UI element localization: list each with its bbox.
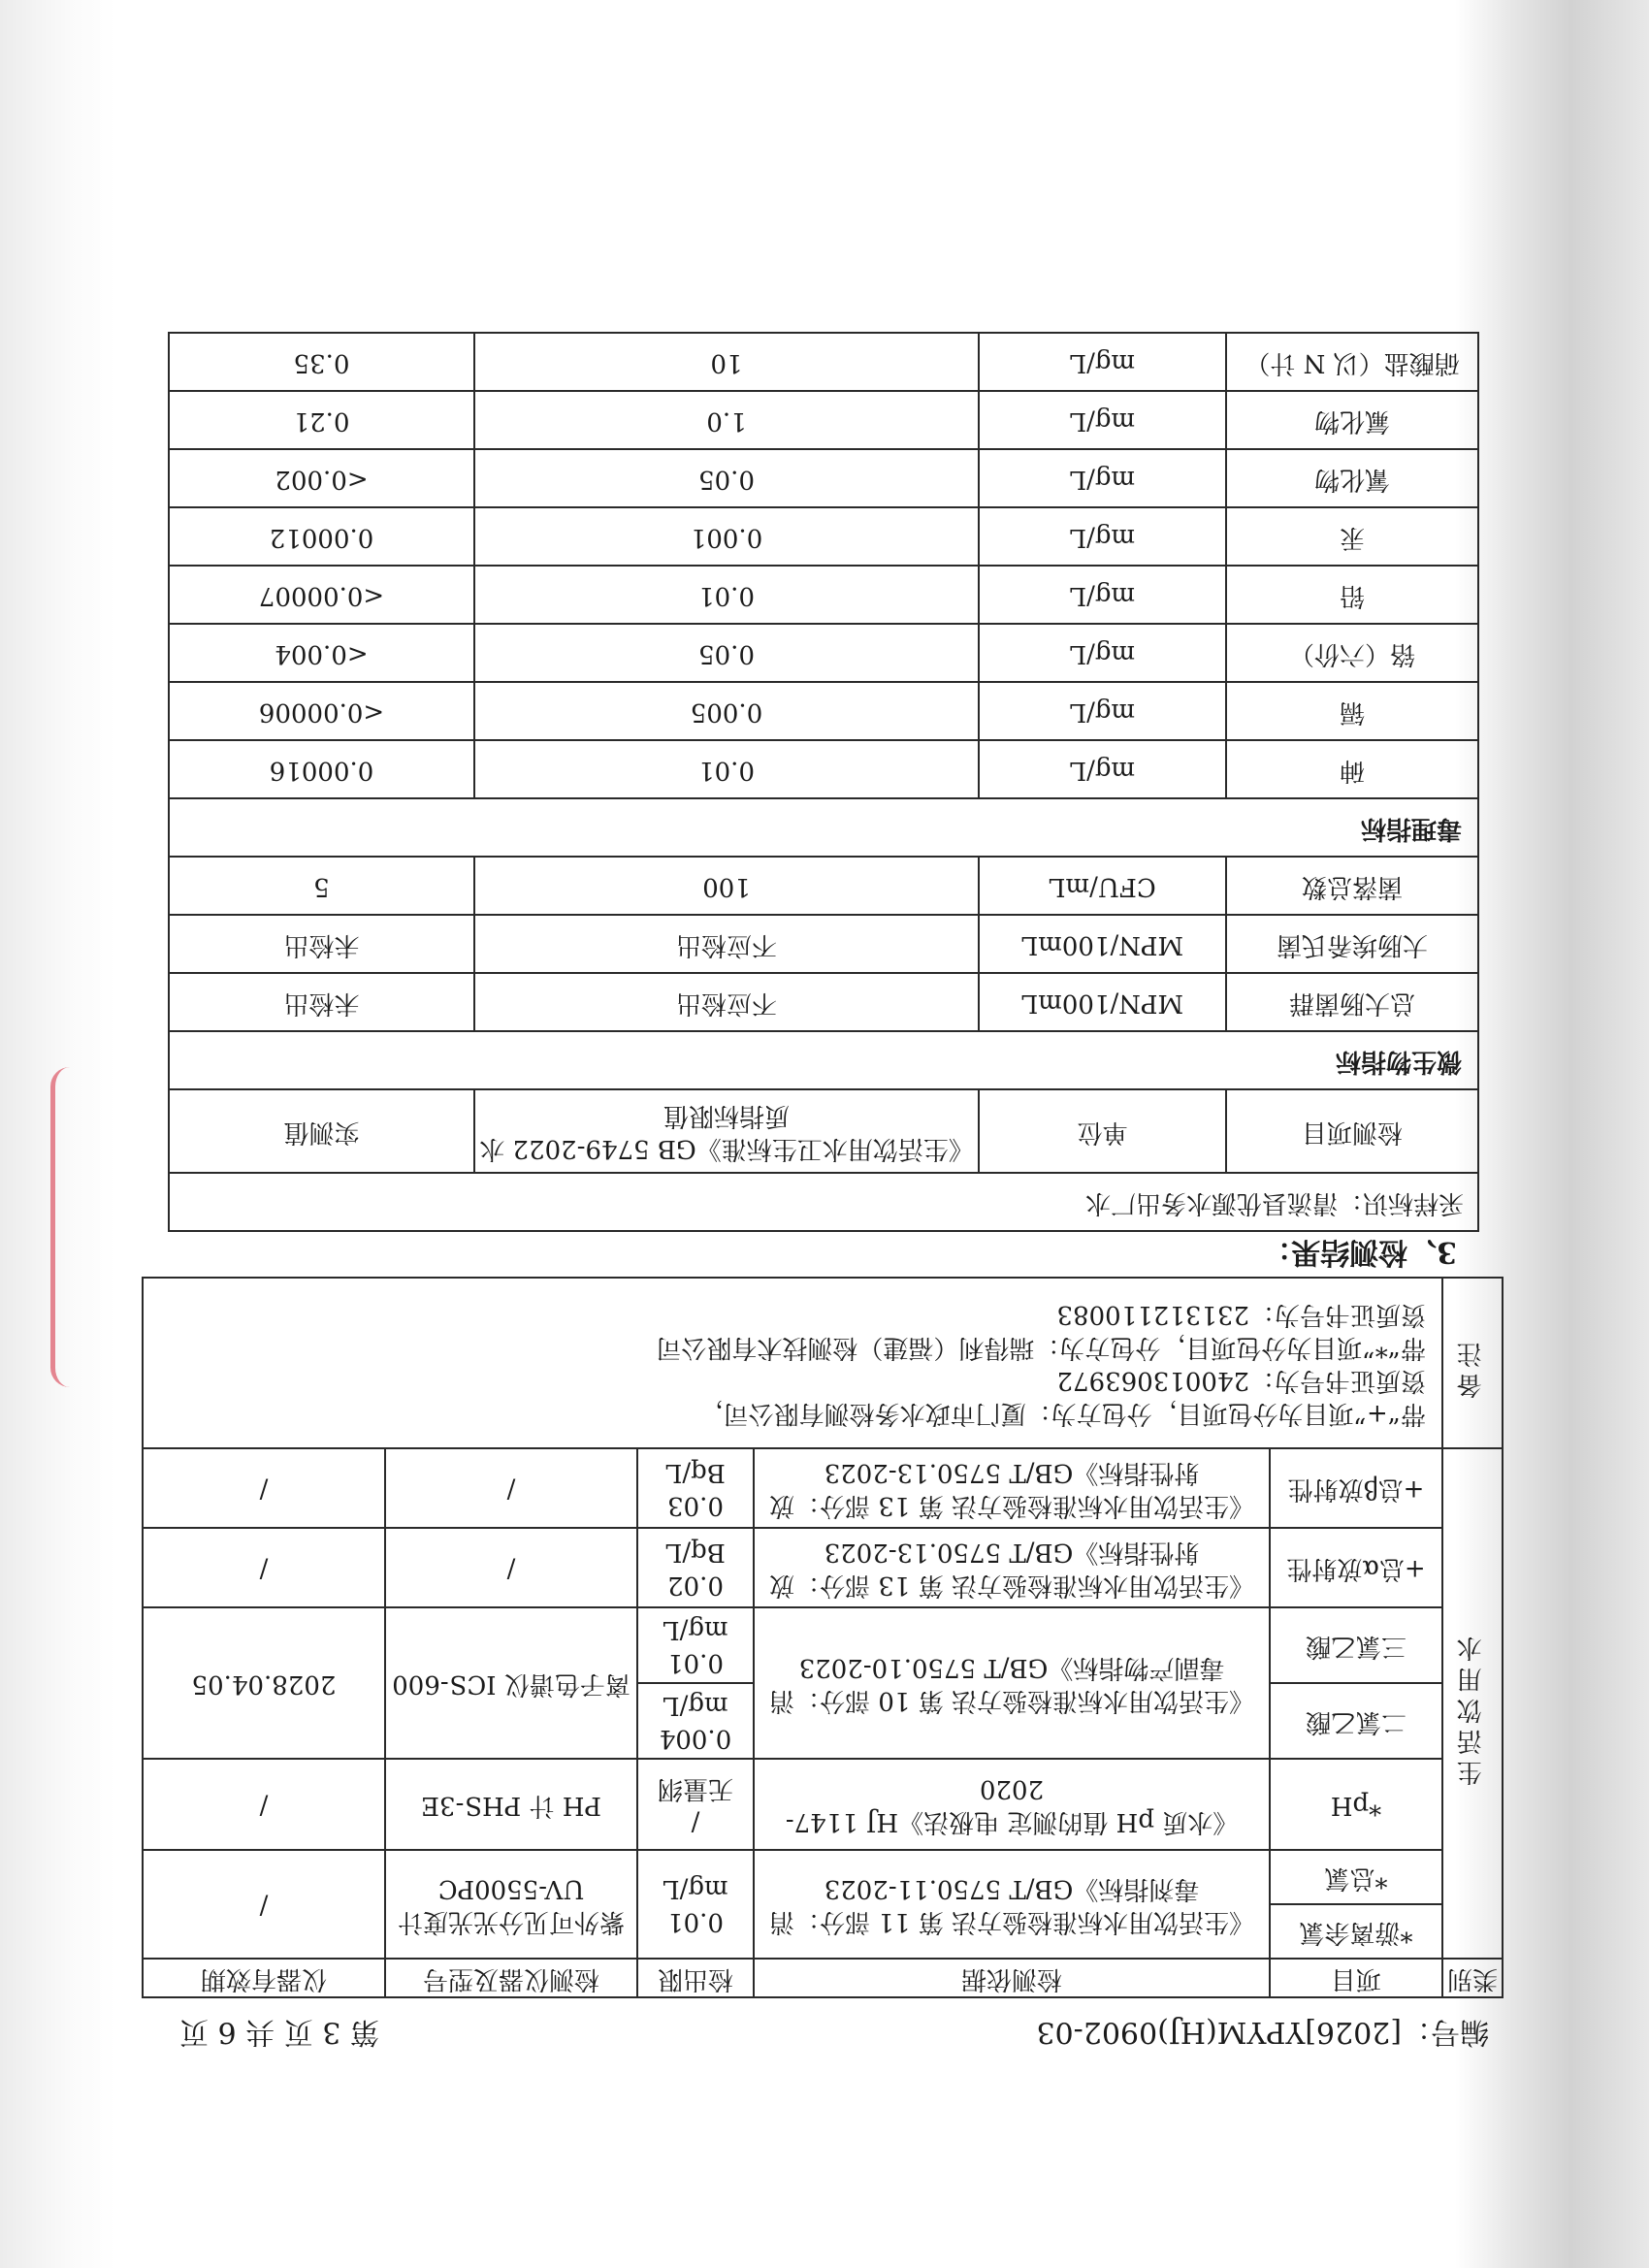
remark-line: 带“+”项目为分包项目，分包方为：厦门市政水务检测有限公司， (697, 1398, 1426, 1428)
column-header: 检出限 (637, 1959, 754, 1997)
unit-cell: MPN/100mL (979, 973, 1226, 1031)
remarks-cell (143, 1278, 1442, 1448)
column-header: 《生活饮用水卫生标准》GB 5749-2022 水质指标限值 (474, 1089, 979, 1173)
limit-cell: 不应检出 (474, 973, 979, 1031)
limit-cell: 0.004 mg/L (637, 1683, 754, 1759)
item-cell: *总氯 (1270, 1850, 1442, 1904)
table-row (169, 915, 1478, 973)
unit-cell: mg/L (979, 507, 1226, 566)
limit-cell: 0.05 (474, 449, 979, 507)
value-cell: 0.35 (169, 333, 474, 391)
item-cell: 铬（六价） (1226, 624, 1478, 682)
remarks-row (143, 1278, 1503, 1448)
group-label: 毒理指标 (169, 798, 1478, 857)
page-indicator: 第 3 页 共 6 页 (179, 2015, 379, 2049)
item-cell: 硝酸盐（以 N 计） (1226, 333, 1478, 391)
instrument-cell: / (385, 1448, 637, 1528)
table-row (143, 1759, 1503, 1850)
unit-cell: mg/L (979, 449, 1226, 507)
table-row (169, 973, 1478, 1031)
sample-label: 采样标识：清流县优源水务出厂水 (169, 1173, 1478, 1231)
validity-cell: / (143, 1528, 385, 1607)
value-cell: <0.00006 (169, 682, 474, 740)
remark-line: 带“*”项目为分包项目，分包方为：瑞得利（福建）检测技术有限公司 (656, 1333, 1426, 1363)
limit-cell: 0.01 mg/L (637, 1607, 754, 1683)
item-cell: 砷 (1226, 740, 1478, 798)
validity-cell: / (143, 1850, 385, 1959)
table-row (143, 1683, 1503, 1759)
instrument-cell: / (385, 1528, 637, 1607)
table-header-row (169, 1089, 1478, 1173)
basis-cell: 《生活饮用水标准检验方法 第 13 部分：放射性指标》GB/T 5750.13-2023 (754, 1528, 1270, 1607)
unit-cell: mg/L (979, 740, 1226, 798)
item-cell: +总α放射性 (1270, 1528, 1442, 1607)
basis-cell: 《生活饮用水标准检验方法 第 13 部分：放射性指标》GB/T 5750.13-2023 (754, 1448, 1270, 1528)
value-cell: 未检出 (169, 973, 474, 1031)
item-cell: 菌落总数 (1226, 857, 1478, 915)
remarks-label-cell: 备注 (1442, 1278, 1503, 1448)
table-row (169, 449, 1478, 507)
unit-cell: CFU/mL (979, 857, 1226, 915)
column-header: 项目 (1270, 1959, 1442, 1997)
method-info-table (142, 1277, 1504, 1998)
column-header: 检测仪器及型号 (385, 1959, 637, 1997)
limit-cell: 10 (474, 333, 979, 391)
table-row (169, 857, 1478, 915)
remark-line: 资质证书号为：231312110083 (1056, 1300, 1426, 1330)
table-row (143, 1448, 1503, 1528)
column-header: 实测值 (169, 1089, 474, 1173)
value-cell: 0.21 (169, 391, 474, 449)
value-cell: <0.00007 (169, 566, 474, 624)
unit-cell: mg/L (979, 624, 1226, 682)
item-cell: 镉 (1226, 682, 1478, 740)
value-cell: 0.00012 (169, 507, 474, 566)
column-header: 检测项目 (1226, 1089, 1478, 1173)
limit-cell: 0.05 (474, 624, 979, 682)
item-cell: +总β放射性 (1270, 1448, 1442, 1528)
validity-cell: 2028.04.05 (143, 1607, 385, 1759)
table-row (169, 333, 1478, 391)
column-header: 仪器有效期 (143, 1959, 385, 1997)
table-row (169, 624, 1478, 682)
item-cell: *pH (1270, 1759, 1442, 1850)
value-cell: <0.004 (169, 624, 474, 682)
remark-line: 资质证书号为：240013063972 (1056, 1366, 1426, 1395)
limit-cell: 0.01 (474, 566, 979, 624)
category-cell: 生活饮用水 (1442, 1448, 1503, 1959)
table-row (143, 1528, 1503, 1607)
table-row (169, 391, 1478, 449)
limit-cell: 0.01 mg/L (637, 1850, 754, 1959)
column-header: 类别 (1442, 1959, 1503, 1997)
limit-cell: / 无量纲 (637, 1759, 754, 1850)
instrument-cell: 紫外可见分光光度计 UV-5500PC (385, 1850, 637, 1959)
item-cell: 氟化物 (1226, 391, 1478, 449)
basis-cell: 《生活饮用水标准检验方法 第 11 部分：消毒剂指标》GB/T 5750.11-2023 (754, 1850, 1270, 1959)
limit-cell: 1.0 (474, 391, 979, 449)
group-label: 微生物指标 (169, 1031, 1478, 1089)
unit-cell: mg/L (979, 682, 1226, 740)
item-cell: 铅 (1226, 566, 1478, 624)
unit-cell: mg/L (979, 333, 1226, 391)
item-cell: *游离余氯 (1270, 1904, 1442, 1959)
item-cell: 氰化物 (1226, 449, 1478, 507)
table-row (169, 682, 1478, 740)
section-title: 3、检测结果： (1262, 1235, 1457, 1269)
limit-cell: 0.001 (474, 507, 979, 566)
limit-cell: 0.02 Bq/L (637, 1528, 754, 1607)
item-cell: 总大肠菌群 (1226, 973, 1478, 1031)
value-cell: 5 (169, 857, 474, 915)
report-number: 编号：[2026]YPYM(HJ)0902-03 (1036, 2015, 1489, 2049)
table-header-row (143, 1959, 1503, 1997)
limit-cell: 0.01 (474, 740, 979, 798)
instrument-cell: 离子色谱仪 ICS-600 (385, 1607, 637, 1759)
report-header (179, 2008, 1489, 2057)
limit-cell: 不应检出 (474, 915, 979, 973)
item-cell: 汞 (1226, 507, 1478, 566)
results-table (168, 332, 1479, 1232)
validity-cell: / (143, 1759, 385, 1850)
validity-cell: / (143, 1448, 385, 1528)
column-header: 检测依据 (754, 1959, 1270, 1997)
basis-cell: 《水质 pH 值的测定 电极法》HJ 1147-2020 (754, 1759, 1270, 1850)
limit-cell: 0.03 Bq/L (637, 1448, 754, 1528)
item-cell: 大肠埃希氏菌 (1226, 915, 1478, 973)
unit-cell: MPN/100mL (979, 915, 1226, 973)
sample-row (169, 1173, 1478, 1231)
limit-cell: 100 (474, 857, 979, 915)
unit-cell: mg/L (979, 391, 1226, 449)
item-cell: 三氯乙酸 (1270, 1607, 1442, 1683)
column-header: 单位 (979, 1089, 1226, 1173)
value-cell: 0.00016 (169, 740, 474, 798)
group-row (169, 798, 1478, 857)
value-cell: <0.002 (169, 449, 474, 507)
value-cell: 未检出 (169, 915, 474, 973)
basis-cell: 《生活饮用水标准检验方法 第 10 部分：消毒副产物指标》GB/T 5750.10-2023 (754, 1607, 1270, 1759)
table-row (169, 507, 1478, 566)
limit-cell: 0.005 (474, 682, 979, 740)
instrument-cell: PH 计 PHS-3E (385, 1759, 637, 1850)
table-row (143, 1904, 1503, 1959)
table-row (169, 566, 1478, 624)
unit-cell: mg/L (979, 566, 1226, 624)
group-row (169, 1031, 1478, 1089)
item-cell: 二氯乙酸 (1270, 1683, 1442, 1759)
table-row (169, 740, 1478, 798)
